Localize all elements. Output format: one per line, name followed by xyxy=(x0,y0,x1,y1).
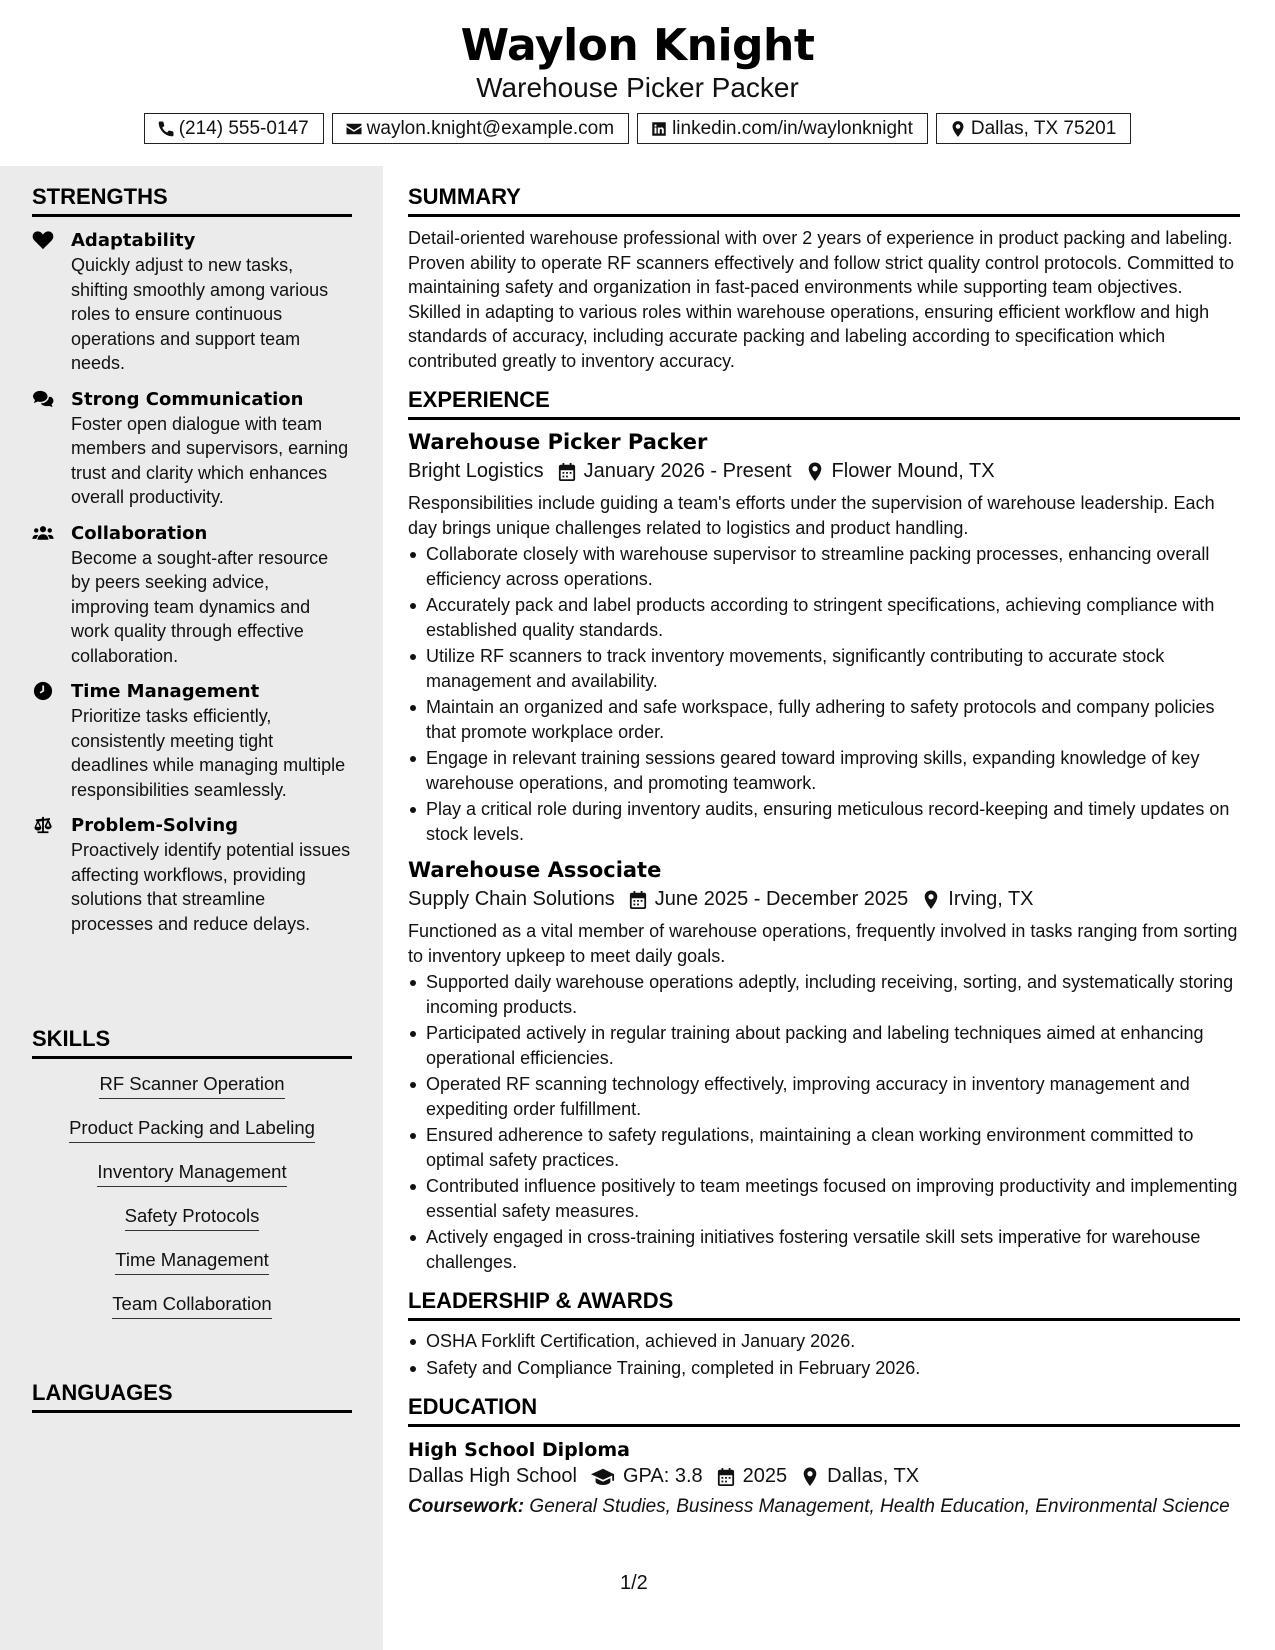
strength-desc: Become a sought-after resource by peers seeking advice, improving team dynamics and work quality through effective collaboration. xyxy=(71,547,329,666)
map-marker-icon xyxy=(922,890,940,910)
job-location: Flower Mound, TX xyxy=(831,460,995,482)
education-heading: EDUCATION xyxy=(408,1394,1240,1427)
contact-location-text: Dallas, TX 75201 xyxy=(970,117,1117,139)
job-company: Supply Chain Solutions xyxy=(408,888,615,910)
page-number: 1/2 xyxy=(620,1572,648,1594)
job-entry xyxy=(408,430,1240,846)
linkedin-icon xyxy=(650,120,668,138)
education-coursework xyxy=(408,1494,1240,1519)
job-bullet: Maintain an organized and safe workspace, fully adhering to safety protocols and company policies that promote workplace order. xyxy=(408,695,1240,744)
job-description: Functioned as a vital member of warehouse operations, frequently involved in tasks ranging from sorting to inventory upkeep to meet daily goals. xyxy=(408,921,1238,966)
strength-desc: Foster open dialogue with team members and supervisors, earning trust and clarity which enhances overall productivity. xyxy=(71,413,349,507)
skill-tag: Product Packing and Labeling xyxy=(69,1117,315,1143)
job-entry xyxy=(408,858,1240,1274)
strength-desc: Quickly adjust to new tasks, shifting smoothly among various roles to ensure continuous operations and support team needs. xyxy=(71,255,329,373)
education-year: 2025 xyxy=(742,1465,788,1487)
calendar-icon xyxy=(629,890,647,910)
strength-item xyxy=(32,680,352,802)
clock-icon xyxy=(32,681,54,701)
skills-section xyxy=(32,1026,352,1337)
job-bullets xyxy=(408,970,1240,1274)
map-marker-icon xyxy=(806,462,824,482)
education-gpa: GPA: 3.8 xyxy=(622,1465,703,1487)
strength-desc: Prioritize tasks efficiently, consistently meeting tight deadlines while managing multiple responsibilities seamlessly. xyxy=(71,706,346,800)
job-bullet: Play a critical role during inventory audits, ensuring meticulous record-keeping and timely updates on stock levels. xyxy=(408,797,1240,846)
experience-heading: EXPERIENCE xyxy=(408,387,1240,420)
job-company: Bright Logistics xyxy=(408,460,544,482)
contact-email[interactable] xyxy=(332,113,629,144)
education-school: Dallas High School xyxy=(408,1465,577,1487)
job-dates: January 2026 - Present xyxy=(583,460,792,482)
summary-text: Detail-oriented warehouse professional with over 2 years of experience in product packing and labeling. Proven ability to operate RF scanners effectively and follow strict quality control protocols. Committed to maintaining safety and organization in fast-paced environments while supporting team objectives. Skilled in adapting to various roles within warehouse operations, ensuring efficient workflow and high standards of accuracy, including accurate packing and labeling according to specification which contributed greatly to inventory accuracy. xyxy=(408,228,1235,371)
skill-tag: Safety Protocols xyxy=(125,1205,260,1231)
job-meta xyxy=(408,460,1240,483)
job-bullet: Contributed influence positively to team meetings focused on improving productivity and implementing essential safety measures. xyxy=(408,1174,1240,1223)
contact-phone[interactable] xyxy=(144,113,324,144)
coursework-label: Coursework: xyxy=(408,1496,525,1517)
job-dates: June 2025 - December 2025 xyxy=(654,888,909,910)
candidate-name: Waylon Knight xyxy=(460,20,815,71)
job-meta xyxy=(408,888,1240,911)
job-title: Warehouse Picker Packer xyxy=(408,430,708,454)
contact-phone-text: (214) 555-0147 xyxy=(178,117,309,139)
main-content xyxy=(408,166,1240,1519)
languages-heading: LANGUAGES xyxy=(32,1380,352,1413)
calendar-icon xyxy=(717,1467,735,1487)
map-marker-icon xyxy=(949,120,967,138)
job-title: Warehouse Associate xyxy=(408,858,662,882)
strength-title: Adaptability xyxy=(71,230,196,251)
languages-section xyxy=(32,1380,352,1413)
job-bullet: Engage in relevant training sessions geared toward improving skills, expanding knowledge of key warehouse operations, and promoting teamwork. xyxy=(408,746,1240,795)
awards-heading: LEADERSHIP & AWARDS xyxy=(408,1288,1240,1321)
contact-linkedin[interactable] xyxy=(637,113,928,144)
strength-item xyxy=(32,388,352,510)
skill-tag: Time Management xyxy=(115,1249,269,1275)
job-location: Irving, TX xyxy=(948,888,1034,910)
job-bullet: Participated actively in regular training about packing and labeling techniques aimed at enhancing operational efficiencies. xyxy=(408,1021,1240,1070)
strength-item xyxy=(32,522,352,669)
job-bullets xyxy=(408,542,1240,846)
job-bullet: Operated RF scanning technology effectively, improving accuracy in inventory management and expediting order fulfillment. xyxy=(408,1072,1240,1121)
phone-icon xyxy=(157,120,175,138)
awards-list xyxy=(408,1329,1240,1380)
graduation-cap-icon xyxy=(591,1467,615,1487)
sidebar xyxy=(0,166,383,1650)
job-bullet: Actively engaged in cross-training initiatives fostering versatile skill sets imperative for warehouse challenges. xyxy=(408,1225,1240,1274)
calendar-icon xyxy=(558,462,576,482)
education-meta xyxy=(408,1465,1240,1488)
summary-heading: SUMMARY xyxy=(408,184,1240,217)
job-bullet: Ensured adherence to safety regulations, maintaining a clean working environment committed to optimal safety practices. xyxy=(408,1123,1240,1172)
strength-item xyxy=(32,814,352,936)
strengths-heading: STRENGTHS xyxy=(32,184,352,217)
strength-title: Time Management xyxy=(71,681,260,702)
map-marker-icon xyxy=(801,1467,819,1487)
strength-title: Problem-Solving xyxy=(71,815,239,836)
job-bullet: Collaborate closely with warehouse supervisor to streamline packing processes, enhancing overall efficiency across operations. xyxy=(408,542,1240,591)
balance-scale-icon xyxy=(32,815,54,835)
skill-tag: Team Collaboration xyxy=(112,1293,271,1319)
coursework-text: General Studies, Business Management, Health Education, Environmental Science xyxy=(529,1496,1230,1517)
strength-desc: Proactively identify potential issues affecting workflows, providing solutions that streamline processes and reduce delays. xyxy=(71,840,351,934)
contact-location[interactable] xyxy=(936,113,1131,144)
skill-tag: Inventory Management xyxy=(97,1161,286,1187)
job-bullet: Accurately pack and label products according to stringent specifications, achieving compliance with established quality standards. xyxy=(408,593,1240,642)
skills-heading: SKILLS xyxy=(32,1026,352,1059)
job-bullet: Utilize RF scanners to track inventory movements, significantly contributing to accurate stock management and availability. xyxy=(408,644,1240,693)
strength-item xyxy=(32,229,352,376)
heart-icon xyxy=(32,230,54,250)
skills-list xyxy=(32,1073,352,1337)
strength-title: Collaboration xyxy=(71,522,208,544)
candidate-title: Warehouse Picker Packer xyxy=(476,72,799,103)
users-icon xyxy=(32,523,54,543)
strength-title: Strong Communication xyxy=(71,388,304,410)
education-location: Dallas, TX xyxy=(827,1465,920,1487)
job-bullet: Supported daily warehouse operations adeptly, including receiving, sorting, and systematically storing incoming products. xyxy=(408,970,1240,1019)
award-item: Safety and Compliance Training, completed in February 2026. xyxy=(408,1356,1240,1381)
contact-linkedin-text: linkedin.com/in/waylonknight xyxy=(672,117,913,139)
comments-icon xyxy=(32,389,54,409)
contact-email-text: waylon.knight@example.com xyxy=(366,117,615,139)
job-description: Responsibilities include guiding a team's efforts under the supervision of warehouse leadership. Each day brings unique challenges related to logistics and product handling. xyxy=(408,493,1215,538)
strengths-section xyxy=(32,184,352,936)
contact-bar xyxy=(0,113,1275,144)
education-degree: High School Diploma xyxy=(408,1439,630,1461)
resume-header xyxy=(0,0,1275,166)
education-entry xyxy=(408,1439,1240,1519)
envelope-icon xyxy=(345,120,363,138)
award-item: OSHA Forklift Certification, achieved in January 2026. xyxy=(408,1329,1240,1354)
skill-tag: RF Scanner Operation xyxy=(99,1073,284,1099)
